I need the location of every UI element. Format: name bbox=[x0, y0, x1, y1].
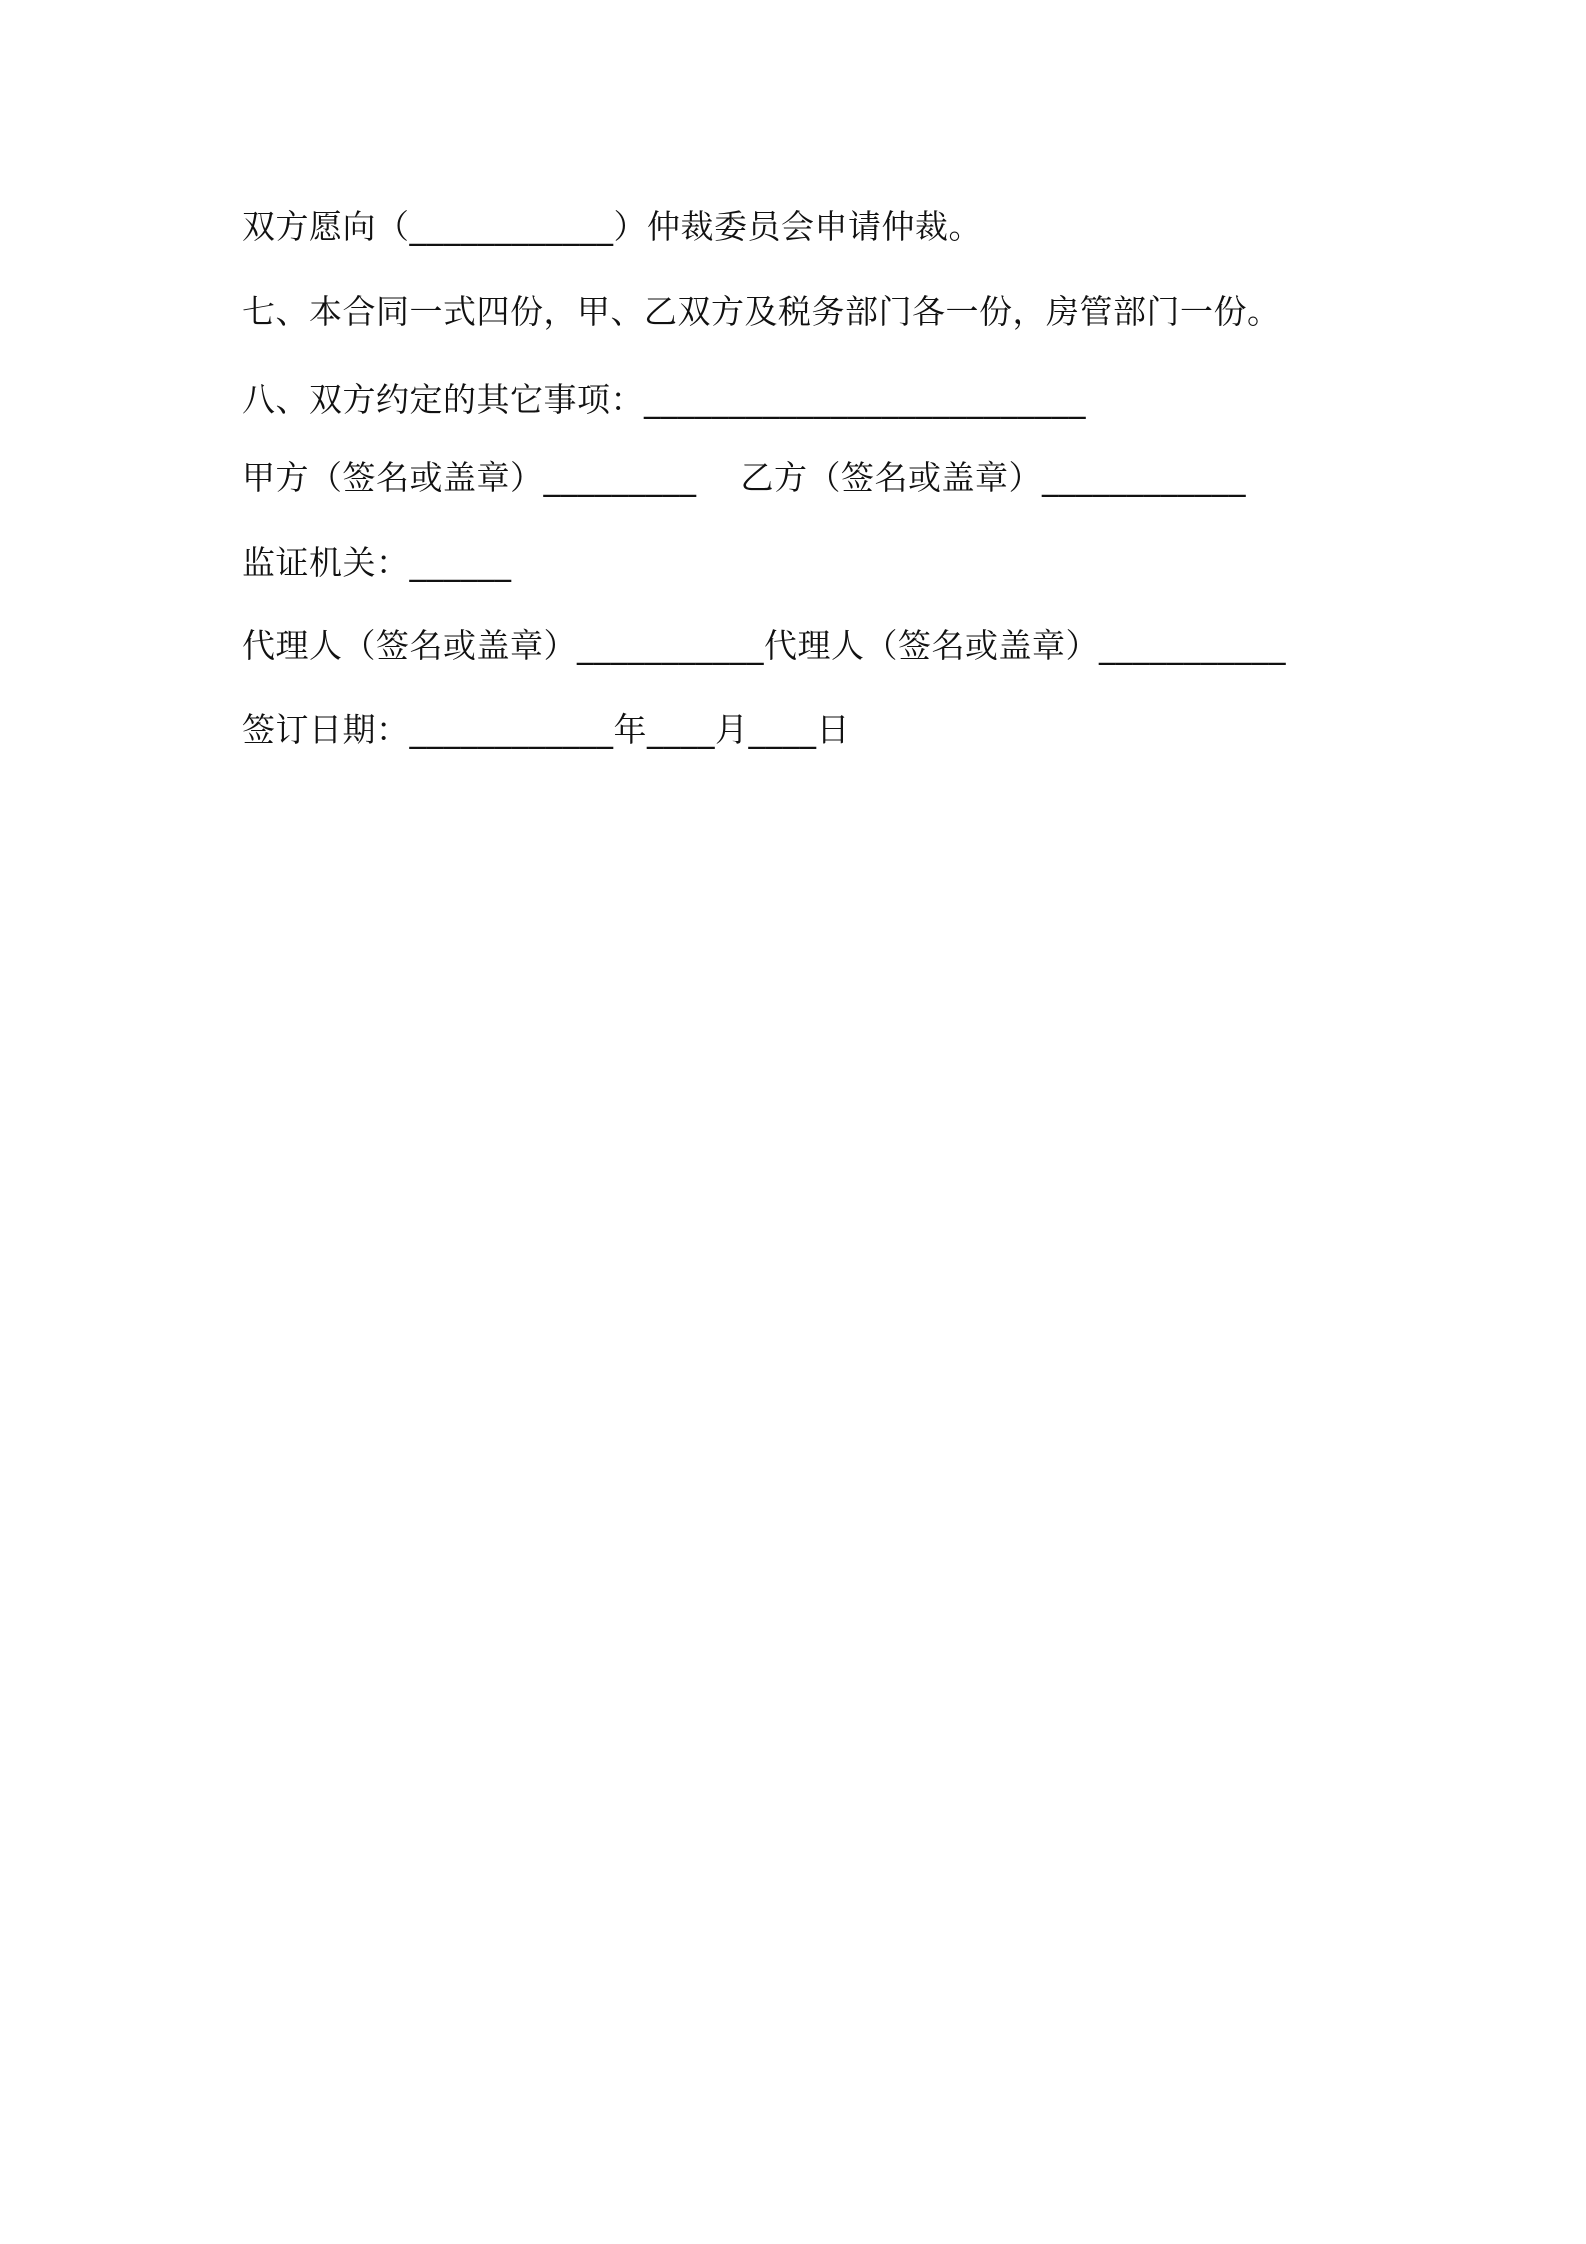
supervising-authority-line: 监证机关：______ bbox=[242, 543, 512, 582]
signing-date-line: 签订日期：____________年____月____日 bbox=[242, 710, 850, 749]
other-matters-line: 八、双方约定的其它事项：__________________________ bbox=[242, 380, 1086, 419]
agent-signatures-line: 代理人（签名或盖章）___________代理人（签名或盖章）___________ bbox=[242, 626, 1286, 665]
party-signatures-line: 甲方（签名或盖章）_________ 乙方（签名或盖章）____________ bbox=[242, 458, 1246, 497]
copies-clause-line: 七、本合同一式四份，甲、乙双方及税务部门各一份，房管部门一份。 bbox=[242, 292, 1281, 331]
arbitration-clause-line: 双方愿向（____________）仲裁委员会申请仲裁。 bbox=[242, 207, 982, 246]
